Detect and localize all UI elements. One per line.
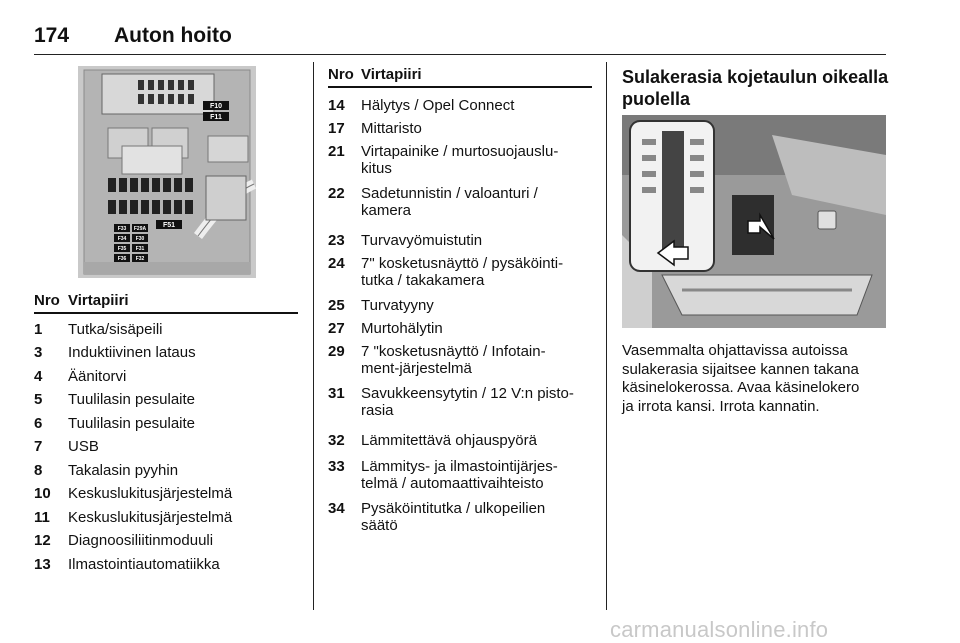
- table-row: 8 Takalasin pyyhin: [34, 461, 179, 479]
- table-row: 12 Diagnoosiliitinmoduuli: [34, 532, 214, 549]
- fuse-box-drawing: [78, 66, 256, 278]
- fuse-label-f34: F34: [117, 236, 127, 242]
- table-row: 10 Keskuslukitusjärjestelmä: [34, 485, 233, 502]
- table-row: 14 Hälytys / Opel Connect: [328, 97, 515, 114]
- table-row: 13 Ilmastointiautomatiikka: [34, 555, 220, 573]
- column-header-circuit: Virtapiiri: [361, 66, 422, 83]
- table-row: 1 Tutka/sisäpeili: [34, 321, 163, 338]
- fuse-label-f30: F30: [135, 236, 145, 242]
- table-row: 17 Mittaristo: [328, 120, 422, 137]
- fuse-label-f29a: F29A: [133, 226, 147, 232]
- table-row: 32 Lämmitettävä ohjauspyörä: [328, 432, 537, 449]
- column-divider-left: [313, 62, 314, 610]
- page-number: 174: [34, 24, 70, 47]
- table-row: 31 Savukkeensytytin / 12 V:n pisto- rasia: [328, 385, 574, 419]
- fuse-table-middle: [328, 66, 592, 542]
- table-row: 33 Lämmitys- ja ilmastointijärjes- telmä / automaattivaihteisto: [328, 458, 558, 492]
- table-row: 23 Turvavyömuistutin: [328, 232, 483, 249]
- column-divider-right: [606, 62, 607, 610]
- table-row: 11 Keskuslukitusjärjestelmä: [34, 508, 233, 526]
- fuse-table-left: [34, 292, 298, 579]
- table-row: 24 7" kosketusnäyttö / pysäköinti- tutka / takakamera: [328, 255, 564, 289]
- fuse-label-f32: F32: [135, 256, 145, 262]
- fuse-label-f10: F10: [209, 103, 223, 110]
- table-row: 5 Tuulilasin pesulaite: [34, 391, 196, 408]
- table-row: 6 Tuulilasin pesulaite: [34, 414, 196, 432]
- fuse-box-illustration: [78, 66, 256, 278]
- fuse-label-f11: F11: [210, 114, 222, 121]
- column-header-no: Nro: [328, 66, 354, 83]
- table-row: 3 Induktiivinen lataus: [34, 344, 196, 361]
- table-row: 27 Murtohälytin: [328, 320, 443, 337]
- table-row: 4 Äänitorvi: [34, 367, 127, 385]
- table-row: 22 Sadetunnistin / valoanturi / kamera: [328, 185, 538, 219]
- table-row: 7 USB: [34, 438, 99, 455]
- glovebox-drawing: [622, 115, 886, 328]
- fuse-label-f36: F36: [117, 256, 127, 262]
- fuse-label-f31: F31: [135, 246, 145, 252]
- table-row: 25 Turvatyyny: [328, 297, 434, 314]
- column-header-no: Nro: [34, 292, 60, 309]
- watermark: carmanualsonline.info: [610, 617, 829, 642]
- table-row: 34 Pysäköintitutka / ulkopeilien säätö: [328, 500, 546, 534]
- table-header: [34, 292, 298, 314]
- table-row: 29 7 "kosketusnäyttö / Infotain- ment-järjestelmä: [328, 343, 546, 377]
- fuse-label-f51: F51: [162, 222, 176, 229]
- column-header-circuit: Virtapiiri: [68, 292, 129, 309]
- table-row: 21 Virtapainike / murtosuojauslu- kitus: [328, 143, 559, 177]
- page-header: [34, 24, 886, 55]
- glovebox-illustration: [622, 115, 886, 328]
- section-paragraph: Vasemmalta ohjattavissa autoissa sulakerasia sijaitsee kannen takana käsinelokerossa. Avaa käsinelokero ja irrota kansi. Irrota kannatin.: [622, 342, 860, 415]
- page-title: Auton hoito: [114, 24, 232, 47]
- fuse-label-f35: F35: [117, 246, 127, 252]
- fuse-label-f33: F33: [117, 226, 127, 232]
- table-header: [328, 66, 592, 88]
- section-title: Sulakerasia kojetaulun oikealla puolella: [622, 67, 889, 109]
